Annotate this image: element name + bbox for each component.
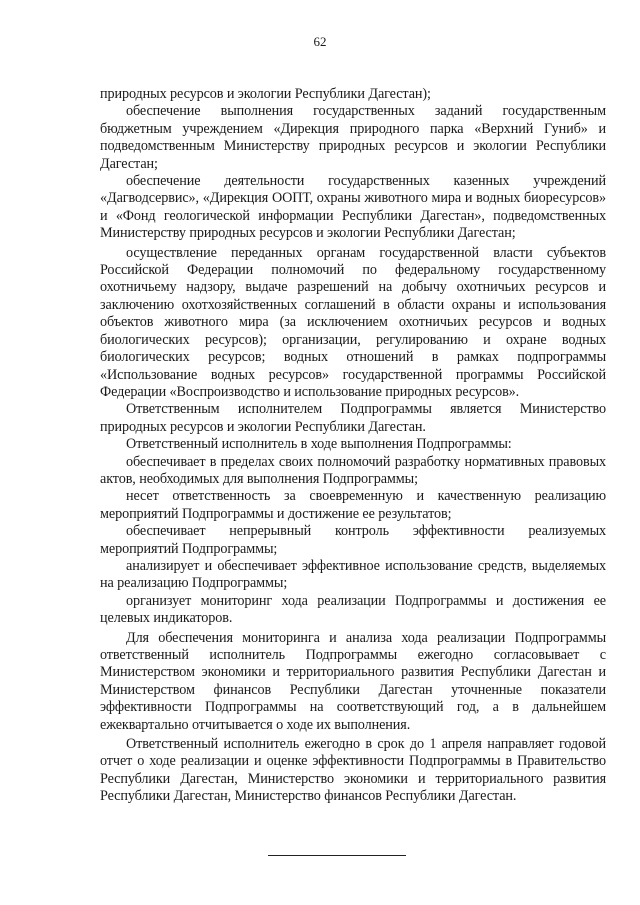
- paragraph: анализирует и обеспечивает эффективное использование средств, выделяемых на реализацию Подпрограммы;: [100, 557, 606, 592]
- paragraph: несет ответственность за своевременную и качественную реализацию мероприятий Подпрограммы и достижение ее результатов;: [100, 488, 606, 522]
- paragraph: обеспечение выполнения государственных заданий государственным бюджетным учреждением «Дирекция природного парка «Верхний Гуниб» и подведомственным Министерству природных ресурсов и экологии Республики Дагестан;: [100, 103, 606, 172]
- paragraph: Ответственным исполнителем Подпрограммы является Министерство природных ресурсов и экологии Республики Дагестан.: [100, 401, 606, 435]
- paragraph: Ответственный исполнитель в ходе выполнения Подпрограммы:: [126, 436, 512, 453]
- footer-divider: [268, 855, 406, 856]
- paragraph: организует мониторинг хода реализации Подпрограммы и достижения ее целевых индикаторов.: [100, 592, 606, 627]
- paragraph: Для обеспечения мониторинга и анализа хода реализации Подпрограммы ответственный исполнитель Подпрограммы ежегодно согласовывает с Министерством экономики и территориального развития Республики Дагестан и Министерством финансов Республики Дагестан уточненные показатели эффективности Подпрограммы на соответствующий год, а в дальнейшем ежеквартально отчитывается о ходе их выполнения.: [100, 629, 606, 733]
- paragraph: Ответственный исполнитель ежегодно в срок до 1 апреля направляет годовой отчет о ходе реализации и оценке эффективности Подпрограммы в Правительство Республики Дагестан, Министерство экономики и территориального развития Республики Дагестан, Министерство финансов Республики Дагестан.: [100, 736, 606, 805]
- paragraph: обеспечивает в пределах своих полномочий разработку нормативных правовых актов, необходимых для выполнения Подпрограммы;: [100, 453, 606, 487]
- paragraph: осуществление переданных органам государственной власти субъектов Российской Федерации полномочий по федеральному государственному охотничьему надзору, выдаче разрешений на добычу охотничьих ресурсов и заключению охотхозяйственных соглашений в области охраны и использования объектов животного мира (за исключением охотничьих ресурсов и водных биологических ресурсов); организации, регулированию и охране водных биологических ресурсов; водных отношений в рамках подпрограммы «Использование водных ресурсов» государственной программы Российской Федерации «Воспроизводство и использование природных ресурсов».: [100, 244, 606, 400]
- paragraph: обеспечение деятельности государственных казенных учреждений «Дагводсервис», «Дирекция ООПТ, охраны животного мира и водных биоресурсов» и «Фонд геологической информации Республики Дагестан», подведомственных Министерству природных ресурсов и экологии Республики Дагестан;: [100, 173, 606, 242]
- paragraph: природных ресурсов и экологии Республики Дагестан);: [100, 86, 431, 102]
- page-number: 62: [313, 34, 327, 49]
- document-body: [100, 86, 606, 806]
- paragraph: обеспечивает непрерывный контроль эффективности реализуемых мероприятий Подпрограммы;: [100, 523, 606, 557]
